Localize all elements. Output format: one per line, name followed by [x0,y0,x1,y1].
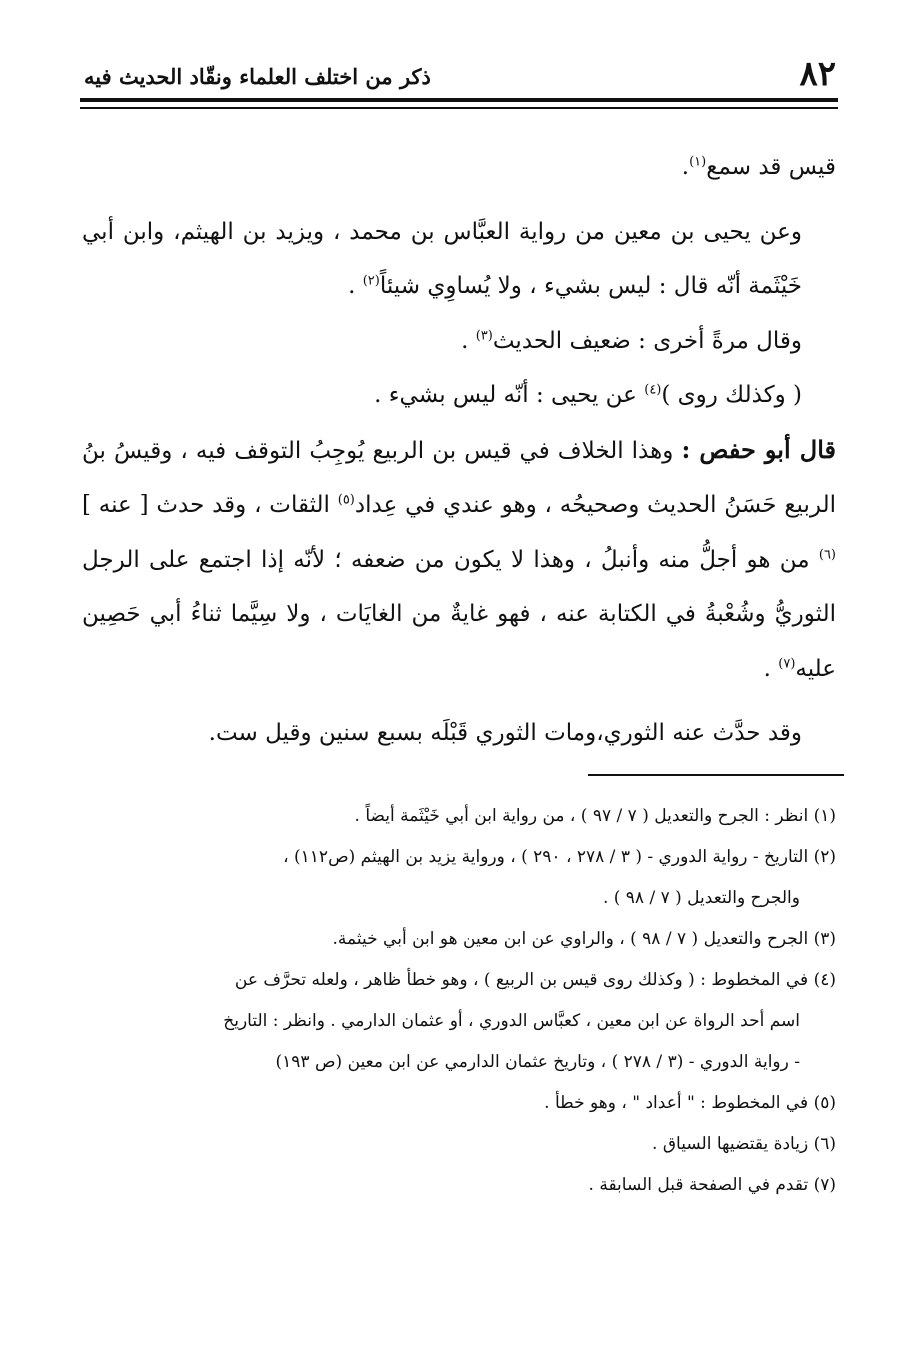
footnote-separator [588,774,844,776]
footnote-4: (٤) في المخطوط : ( وكذلك روى قيس بن الربيع ) ، وهو خطأ ظاهر ، ولعله تحرَّف عن [234,970,836,990]
paragraph-5: قال أبو حفص : وهذا الخلاف في قيس بن الربيع يُوجِبُ التوقف فيه ، وقيسُ بنُ الربيع حَسَنُ الحديث وصحيحُه ، وهو عندي في عِداد$^{(٥)}$ الثقات ، وقد حدث [ عنه ]$^{(٦)}$ من هو أجلُّ منه وأنبلُ ، وهذا لا يكون من ضعفه ؛ لأنّه إذا اجتمع على الرجل الثوريُّ وشُعْبةُ في الكتابة عنه ، فهو غايةٌ من الغايَات ، ولا سِيَّما ثناءُ أبي حَصِين عليه$^{(٧)}$ . [82,434,836,682]
footnote-5: (٥) في المخطوط : " أعداد " ، وهو خطأ . [544,1093,836,1113]
paragraph-1: قيس قد سمع$^{(١)}$. [681,154,836,180]
paragraph-6: وقد حدَّث عنه الثوري،ومات الثوري قَبْلَه بسبع سنين وقيل ست. [208,720,802,746]
speaker-lead: قال أبو حفص : [681,434,836,464]
footnote-ref-5[interactable]: (٥) [337,492,355,508]
running-title: ذكر من اختلف العلماء ونقّاد الحديث فيه [84,64,431,89]
paragraph-4: ( وكذلك روى )$^{(٤)}$ عن يحيى : أنّه ليس بشيء . [374,382,802,408]
footnotes [82,796,836,1206]
main-text [82,140,836,761]
footnote-1: (١) انظر : الجرح والتعديل ( ٧ / ٩٧ ) ، من رواية ابن أبي خَيْثَمة أيضاً . [354,806,836,826]
footnote-ref-1[interactable]: (١) [689,154,707,170]
paragraph-3: وقال مرةً أخرى : ضعيف الحديث$^{(٣)}$ . [461,327,802,354]
footnote-2-continued: والجرح والتعديل ( ٧ / ٩٨ ) . [602,888,800,908]
header-rule-thick [80,98,838,102]
footnote-4-continued-2: - رواية الدوري - (٣ / ٢٧٨ ) ، وتاريخ عثمان الدارمي عن ابن معين (ص ١٩٣) [275,1052,800,1072]
footnote-ref-4[interactable]: (٤) [644,382,662,398]
footnote-ref-7[interactable]: (٧) [778,655,796,671]
footnote-ref-6[interactable]: (٦) [818,546,836,562]
footnote-2: (٢) التاريخ - رواية الدوري - ( ٣ / ٢٧٨ ، ٢٩٠ ) ، ورواية يزيد بن الهيثم (ص١١٢) ، [283,847,836,867]
footnote-4-continued-1: اسم أحد الرواة عن ابن معين ، كعبَّاس الدوري ، أو عثمان الدارمي . وانظر : التاريخ [223,1011,800,1031]
header-rule-thin [80,107,838,109]
page-header [80,52,838,96]
paragraph-2: وعن يحيى بن معين من رواية العبَّاس بن محمد ، ويزيد بن الهيثم، وابن أبي خَيْثَمة أنّه قال : ليس بشيء ، ولا يُساوِي شيئاً$^{(٢)}$ . [82,218,802,299]
footnote-6: (٦) زيادة يقتضيها السياق . [652,1134,836,1154]
footnote-7: (٧) تقدم في الصفحة قبل السابقة . [588,1175,836,1195]
footnote-3: (٣) الجرح والتعديل ( ٧ / ٩٨ ) ، والراوي عن ابن معين هو ابن أبي خيثمة. [332,929,836,949]
footnote-ref-3[interactable]: (٣) [475,327,493,343]
page-number: ٨٢ [799,54,836,94]
footnote-ref-2[interactable]: (٢) [362,273,380,289]
